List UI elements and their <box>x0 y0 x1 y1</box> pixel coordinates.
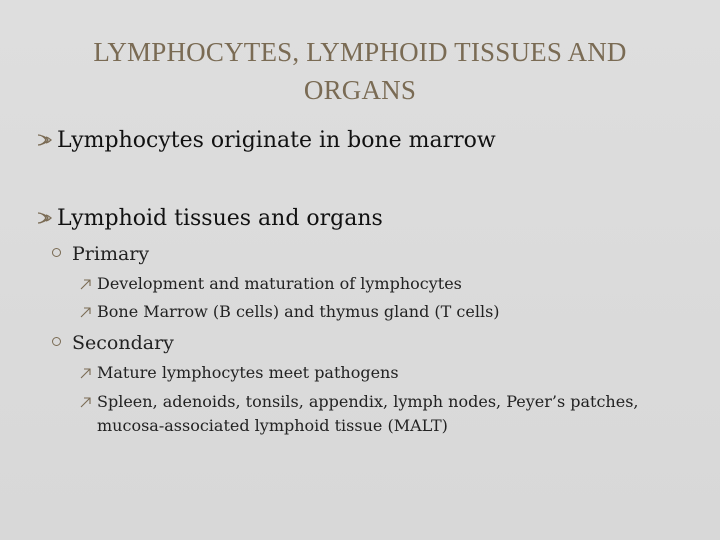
arrow-bullet-icon <box>80 306 92 318</box>
ring-bullet-icon <box>52 248 61 257</box>
sub-bullet-primary <box>52 241 149 267</box>
detail-item-4-continuation <box>97 414 448 438</box>
sub-bullet-primary-text: Primary <box>72 243 150 265</box>
bullet-item-1-text: Lymphocytes originate in bone marrow <box>57 128 496 153</box>
detail-item-2-text: Bone Marrow (B cells) and thymus gland (T cells) <box>97 302 500 321</box>
sub-bullet-secondary-text: Secondary <box>72 332 174 354</box>
slide-title <box>40 33 680 109</box>
detail-item-3 <box>80 361 399 385</box>
detail-item-4 <box>80 390 639 414</box>
detail-item-1 <box>80 272 462 296</box>
detail-item-1-text: Development and maturation of lymphocytes <box>97 274 462 293</box>
bullet-icon <box>36 133 56 147</box>
bullet-item-2 <box>36 205 383 233</box>
detail-item-4-text-line-1: Spleen, adenoids, tonsils, appendix, lymph nodes, Peyer’s patches, <box>97 392 639 411</box>
bullet-icon <box>36 211 56 225</box>
bullet-item-2-text: Lymphoid tissues and organs <box>57 206 383 231</box>
ring-bullet-icon <box>52 337 61 346</box>
slide-title-line-1: LYMPHOCYTES, LYMPHOID TISSUES AND <box>93 37 627 67</box>
arrow-bullet-icon <box>80 396 92 408</box>
detail-item-2 <box>80 300 500 324</box>
detail-item-3-text: Mature lymphocytes meet pathogens <box>97 363 399 382</box>
slide-title-line-2: ORGANS <box>303 75 417 105</box>
sub-bullet-secondary <box>52 330 174 356</box>
arrow-bullet-icon <box>80 278 92 290</box>
bullet-item-1 <box>36 127 496 155</box>
arrow-bullet-icon <box>80 367 92 379</box>
detail-item-4-text-line-2: mucosa-associated lymphoid tissue (MALT) <box>97 416 448 435</box>
